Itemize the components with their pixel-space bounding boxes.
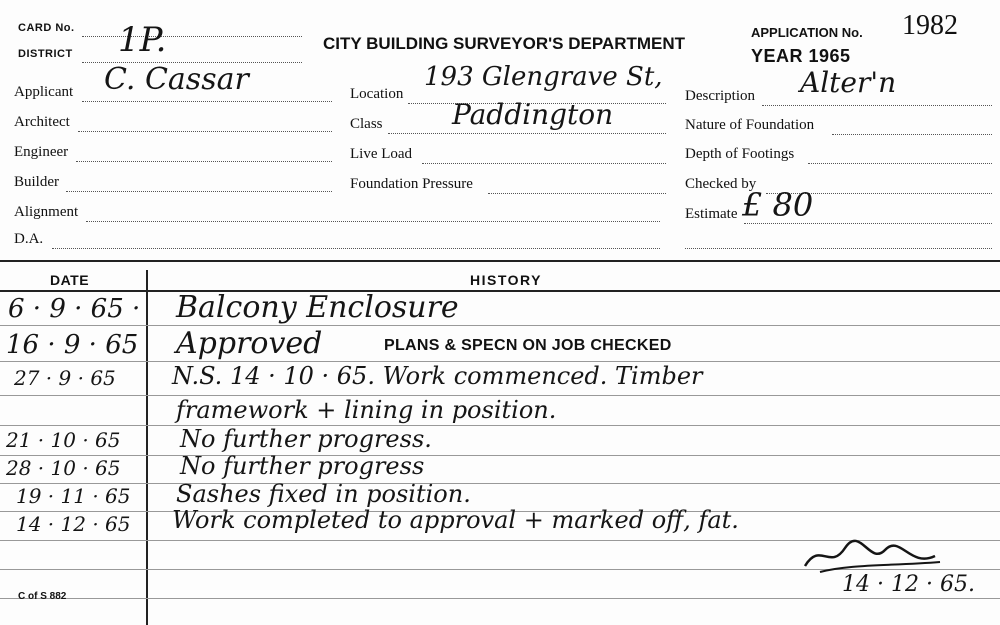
- estimate-label: Estimate: [685, 206, 738, 222]
- year-label: YEAR 1965: [751, 46, 851, 66]
- row-line: [0, 598, 1000, 599]
- signature-mark: [800, 536, 950, 576]
- right-blank-line: [685, 248, 992, 249]
- da-label: D.A.: [14, 231, 44, 247]
- description-value: Alter'n: [800, 66, 897, 99]
- signature-date: 14 · 12 · 65.: [842, 572, 975, 597]
- form-code: C of S 882: [18, 591, 67, 602]
- row-line: [0, 425, 1000, 426]
- history-entry: Balcony Enclosure: [176, 290, 459, 325]
- estimate-value: £ 80: [742, 186, 814, 224]
- card-no-line: [82, 36, 302, 37]
- depth-label: Depth of Footings: [685, 146, 795, 162]
- history-entry: Sashes fixed in position.: [176, 480, 471, 508]
- location-value-street: 193 Glengrave St,: [424, 62, 663, 92]
- location-value-suburb: Paddington: [452, 98, 614, 131]
- history-column-header: HISTORY: [470, 272, 542, 288]
- da-line: [52, 248, 660, 249]
- live-load-line: [422, 163, 666, 164]
- architect-label: Architect: [14, 114, 70, 130]
- engineer-label: Engineer: [14, 144, 69, 160]
- card-no-value: 1P.: [118, 20, 167, 60]
- history-date: 19 · 11 · 65: [16, 484, 131, 508]
- application-number: 1982: [902, 10, 958, 41]
- checked-label: Checked by: [685, 176, 757, 192]
- history-entry: N.S. 14 · 10 · 65. Work commenced. Timber: [172, 362, 703, 390]
- application-label: APPLICATION No.: [751, 25, 863, 40]
- description-label: Description: [685, 88, 755, 104]
- history-date: 16 · 9 · 65: [6, 330, 139, 360]
- history-entry: Work completed to approval + marked off, fat.: [172, 506, 739, 534]
- foundation-pressure-line: [488, 193, 666, 194]
- history-entry: No further progress: [180, 452, 425, 480]
- applicant-value: C. Cassar: [104, 62, 249, 97]
- department-title: CITY BUILDING SURVEYOR'S DEPARTMENT: [323, 34, 686, 53]
- checked-stamp: PLANS & SPECN ON JOB CHECKED: [384, 337, 672, 354]
- history-date: 28 · 10 · 65: [6, 456, 121, 480]
- architect-line: [78, 131, 332, 132]
- nature-label: Nature of Foundation: [685, 117, 815, 133]
- builder-label: Builder: [14, 174, 59, 190]
- row-line: [0, 325, 1000, 326]
- history-date: 27 · 9 · 65: [14, 366, 116, 390]
- nature-line: [832, 134, 992, 135]
- date-column-divider: [146, 270, 148, 625]
- alignment-line: [86, 221, 660, 222]
- district-label: DISTRICT: [18, 48, 73, 60]
- applicant-line: [82, 101, 332, 102]
- header-underline: [0, 290, 1000, 292]
- foundation-pressure-label: Foundation Pressure: [350, 176, 473, 192]
- description-line: [762, 105, 992, 106]
- depth-line: [808, 163, 992, 164]
- history-entry: Approved: [176, 326, 323, 361]
- class-label: Class: [350, 116, 383, 132]
- applicant-label: Applicant: [14, 84, 74, 100]
- location-label: Location: [350, 86, 404, 102]
- engineer-line: [76, 161, 332, 162]
- row-line: [0, 483, 1000, 484]
- section-divider: [0, 260, 1000, 262]
- builder-line: [66, 191, 332, 192]
- history-entry: No further progress.: [180, 425, 432, 453]
- row-line: [0, 455, 1000, 456]
- history-date: 14 · 12 · 65: [16, 512, 131, 536]
- live-load-label: Live Load: [350, 146, 413, 162]
- class-line: [388, 133, 666, 134]
- history-date: 6 · 9 · 65 ·: [8, 294, 141, 324]
- history-entry: framework + lining in position.: [176, 396, 557, 424]
- date-column-header: DATE: [50, 272, 90, 288]
- card-no-label: CARD No.: [18, 22, 75, 34]
- alignment-label: Alignment: [14, 204, 79, 220]
- history-date: 21 · 10 · 65: [6, 428, 121, 452]
